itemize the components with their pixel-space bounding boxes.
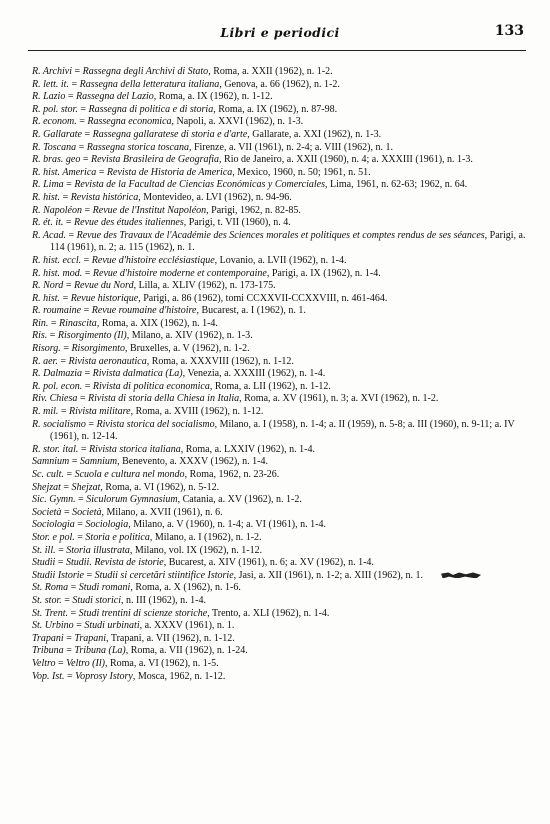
list-item	[32, 671, 538, 684]
entry-title: Rivista militare	[69, 406, 131, 418]
entry-title: Revue historique	[70, 292, 139, 304]
entry-separator: =	[60, 343, 72, 355]
entry-abbreviation: Sc. cult.	[32, 469, 64, 480]
entry-abbreviation: Samnium	[32, 456, 70, 468]
entry-details: , a. XXXV (1961), n. 1.	[139, 620, 235, 632]
entry-title: Storia illustrata	[66, 544, 130, 556]
page-number: 133	[494, 23, 524, 39]
entry-abbreviation: Società	[32, 506, 62, 518]
entry-details: , Parigi, a. IX (1962), n. 1-4.	[266, 267, 381, 279]
list-item	[32, 142, 538, 155]
entry-title: Rinascita	[59, 317, 97, 329]
entry-separator: =	[57, 355, 69, 367]
entry-title: Revue roumaine d'histoire	[91, 305, 197, 317]
entry-details: , Milano, a. I (1958), n. 1-4; a. II (1959), n. 5-8; a. III (1960), n. 9-11; a. IV (1961), n. 12-14.	[50, 418, 515, 443]
list-item	[32, 154, 538, 167]
entry-title: Studii si cercetări stiintifice Istorie	[94, 569, 234, 581]
entry-title: Voprosy Istory	[75, 670, 133, 682]
entry-details: , Lima, 1961, n. 62-63; 1962, n. 64.	[325, 179, 468, 191]
entry-separator: =	[63, 280, 74, 292]
entry-details: , Mosca, 1962, n. 1-12.	[132, 670, 226, 682]
entry-details: , Roma, a. VII (1962), n. 1-24.	[125, 645, 248, 657]
entry-separator: =	[73, 620, 85, 632]
entry-separator: =	[47, 330, 58, 342]
list-item	[32, 343, 538, 356]
list-item	[32, 582, 538, 595]
entry-abbreviation: R. bras. geo	[32, 154, 81, 166]
entry-abbreviation: R. Archivi	[32, 66, 72, 77]
entry-title: Studi urbinati	[84, 620, 140, 632]
entry-details: , Catania, a. XV (1962), n. 1-2.	[177, 494, 302, 506]
list-item	[32, 381, 538, 394]
entry-details: , Milano, vol. IX (1962), n. 1-12.	[129, 544, 263, 556]
entry-abbreviation: R. pol. econ.	[32, 380, 83, 392]
entry-separator: =	[61, 506, 73, 518]
list-item	[32, 519, 538, 532]
list-item	[32, 129, 538, 142]
entry-title: Rivista storica del socialismo	[96, 418, 215, 430]
entry-separator: =	[65, 91, 76, 103]
entry-details: , Firenze, a. VII (1961), n. 2-4; a. VIII (1962), n. 1.	[188, 141, 393, 153]
entry-details: , Trapani, a. VII (1962), n. 1-12.	[106, 632, 235, 644]
entry-abbreviation: Shejzat	[32, 481, 61, 493]
entry-details: , Jasi, a. XII (1961), n. 1-2; a. XIII (1962), n. 1.	[233, 569, 424, 581]
entry-separator: =	[55, 557, 66, 569]
list-item	[32, 192, 538, 205]
list-item	[32, 570, 538, 583]
entry-title: Tribuna (La)	[74, 645, 126, 657]
entry-separator: =	[63, 179, 75, 191]
list-item	[32, 494, 538, 507]
entry-separator: =	[60, 191, 71, 203]
entry-details: , Napoli, a. XXVI (1962), n. 1-3.	[171, 116, 304, 128]
list-item	[32, 608, 538, 621]
entry-separator: =	[77, 393, 89, 405]
entry-abbreviation: R. pol. stor.	[32, 103, 78, 115]
page-header	[30, 22, 530, 44]
entry-details: , Bucarest, a. XIV (1961), n. 6; a. XV (1962), n. 1-4.	[163, 557, 374, 569]
list-item	[32, 318, 538, 331]
entry-title: Samnium	[79, 456, 118, 468]
entry-abbreviation: Risorg.	[32, 343, 61, 355]
entry-title: Rivista di storia della Chiesa in Italia	[88, 393, 240, 405]
entry-title: Revue d'histoire ecclésiastique	[91, 254, 215, 266]
entry-separator: =	[83, 569, 95, 581]
entry-details: , Bruxelles, a. V (1962), n. 1-2.	[124, 343, 250, 355]
list-item	[32, 419, 538, 444]
entry-abbreviation: R. hist. mod.	[32, 267, 83, 279]
entry-abbreviation: R. mil.	[32, 406, 59, 418]
entry-details: , Bucarest, a. I (1962), n. 1.	[196, 305, 306, 317]
list-item	[32, 116, 538, 129]
entry-title: Revue de l'Institut Napoléon	[92, 204, 207, 216]
list-item	[32, 393, 538, 406]
entry-details: , Parigi, a. 86 (1962), tomi CCXXVII-CCXXVIII, n. 461-464.	[138, 292, 388, 304]
list-item	[32, 532, 538, 545]
entry-title: Trapani	[74, 632, 107, 644]
entry-title: Rassegna del Lazio	[75, 91, 154, 103]
entry-separator: =	[74, 531, 86, 543]
entry-separator: =	[74, 519, 86, 531]
entry-title: Risorgimento (Il)	[57, 330, 127, 342]
entry-abbreviation: Riv. Chiesa	[32, 393, 78, 405]
entry-abbreviation: Vop. Ist.	[32, 670, 65, 682]
list-item	[32, 456, 538, 469]
entry-title: Rassegna economica	[87, 116, 172, 128]
list-item	[32, 293, 538, 306]
entry-separator: =	[96, 166, 107, 178]
header-rule	[28, 50, 526, 51]
list-item	[32, 255, 538, 268]
entry-details: , Roma, a. XV (1961), n. 3; a. XVI (1962), n. 1-2.	[239, 393, 439, 405]
list-item	[32, 79, 538, 92]
list-item	[32, 557, 538, 570]
list-item	[32, 268, 538, 281]
entry-abbreviation: R. Nord	[32, 280, 64, 292]
entry-details: , Roma, a. IX (1962), n. 87-98.	[213, 103, 338, 115]
entry-details: , Gallarate, a. XXI (1962), n. 1-3.	[247, 128, 382, 140]
entry-separator: =	[81, 305, 92, 317]
list-item	[32, 280, 538, 293]
entry-abbreviation: Sociologia	[32, 519, 75, 531]
entry-details: , Parigi, 1962, n. 82-85.	[206, 204, 301, 216]
list-item	[32, 167, 538, 180]
entry-details: , Milano, a. V (1960), n. 1-4; a. VI (1961), n. 1-4.	[128, 519, 326, 531]
entry-separator: =	[68, 582, 79, 594]
list-item	[32, 179, 538, 192]
entry-title: Rassegna di politica e di storia	[88, 103, 214, 115]
entry-separator: =	[80, 154, 91, 166]
entry-title: Rassegna gallaratese di storia e d'arte	[92, 128, 248, 140]
entry-separator: =	[63, 217, 75, 229]
entry-abbreviation: R. Acad.	[32, 229, 66, 241]
entry-separator: =	[48, 317, 60, 329]
entry-abbreviation: Rin.	[32, 317, 49, 329]
list-item	[32, 205, 538, 218]
entry-title: Revista de la Facultad de Ciencias Económicas y Comerciales	[74, 179, 325, 191]
entry-separator: =	[82, 204, 93, 216]
entry-details: , Venezia, a. XXXIII (1962), n. 1-4.	[182, 368, 326, 380]
list-item	[32, 330, 538, 343]
entry-title: Studi romani	[78, 582, 131, 594]
entry-abbreviation: Ris.	[32, 330, 48, 342]
list-item	[32, 595, 538, 608]
list-item	[32, 104, 538, 117]
entry-abbreviation: St. Roma	[32, 582, 69, 594]
entry-details: , Mexico, 1960, n. 50; 1961, n. 51.	[232, 166, 371, 178]
entry-title: Revue du Nord	[73, 280, 134, 292]
entry-separator: =	[77, 103, 89, 115]
entry-separator: =	[72, 66, 83, 77]
entry-separator: =	[60, 292, 71, 304]
entry-abbreviation: R. Toscana	[32, 141, 77, 153]
entry-abbreviation: R. lett. it.	[32, 78, 69, 90]
entry-abbreviation: R. stor. ital.	[32, 443, 79, 455]
entry-details: , Roma, a. XXXVIII (1962), n. 1-12.	[146, 355, 294, 367]
entry-title: Rivista aeronautica	[68, 355, 147, 367]
entry-separator: =	[68, 607, 79, 619]
entry-title: Rivista dalmatica (La)	[92, 368, 183, 380]
entry-details: , Roma, a. LII (1962), n. 1-12.	[209, 380, 331, 392]
entry-details: , Lilla, a. XLIV (1962), n. 173-175.	[133, 280, 276, 292]
entry-details: , Roma, a. IX (1962), n. 1-12.	[153, 91, 273, 103]
entry-title: Rassegna della letteratura italiana	[79, 78, 220, 90]
entry-separator: =	[81, 254, 92, 266]
entry-details: , Parigi, t. VII (1960), n. 4.	[183, 217, 291, 229]
entry-abbreviation: R. roumaine	[32, 305, 82, 317]
entry-details: , Parigi, a. 114 (1961), n. 2; a. 115 (1962), n. 1.	[50, 229, 526, 254]
entry-separator: =	[69, 456, 80, 468]
list-item	[32, 620, 538, 633]
entry-separator: =	[64, 670, 76, 682]
entry-details: , Milano, a. XVII (1961), n. 6.	[101, 506, 223, 518]
entry-title: Studi trentini di scienze storiche	[78, 607, 208, 619]
entry-abbreviation: R. socialismo	[32, 418, 86, 430]
entry-abbreviation: R. hist. eccl.	[32, 254, 82, 266]
entry-details: , Roma, a. XVIII (1962), n. 1-12.	[130, 406, 264, 418]
entry-details: , Roma, a. XXII (1962), n. 1-2.	[208, 66, 333, 77]
entry-abbreviation: Trapani	[32, 632, 64, 644]
entry-abbreviation: Stor. e pol.	[32, 531, 75, 543]
entry-details: , n. III (1962), n. 1-4.	[121, 594, 206, 606]
entry-details: , Roma, a. XIX (1962), n. 1-4.	[96, 317, 218, 329]
list-item	[32, 633, 538, 646]
entry-abbreviation: R. Napoléon	[32, 204, 82, 216]
entry-details: , Roma, 1962, n. 23-26.	[184, 469, 280, 480]
entry-abbreviation: R. hist.	[32, 292, 61, 304]
entry-abbreviation: R. ét. it.	[32, 217, 64, 229]
list-item	[32, 482, 538, 495]
entry-abbreviation: St. stor.	[32, 594, 62, 606]
list-item	[32, 66, 538, 79]
entry-abbreviation: R. Dalmazia	[32, 368, 82, 380]
entry-details: , Benevento, a. XXXV (1962), n. 1-4.	[117, 456, 269, 468]
entry-title: Storia e politica	[85, 531, 150, 543]
list-item	[32, 230, 538, 255]
entry-title: Rassegna storica toscana	[86, 141, 189, 153]
list-item	[32, 507, 538, 520]
entry-title: Risorgimento	[71, 343, 125, 355]
entry-abbreviation: R. Gallarate	[32, 128, 82, 140]
entry-title: Rivista di politica economica	[92, 380, 210, 392]
entry-title: Revue des Travaux de l'Académie des Sciences morales et politiques et comptes rendus de ses séances	[76, 229, 485, 241]
entry-abbreviation: R. econom.	[32, 116, 77, 128]
entry-title: Shejzat	[71, 481, 101, 493]
entry-title: Studi storici	[72, 594, 121, 606]
entry-title: Società	[72, 506, 102, 518]
entry-title: Revue d'histoire moderne et contemporaine	[92, 267, 267, 279]
entry-separator: =	[78, 443, 90, 455]
entry-title: Veltro (Il)	[66, 657, 105, 669]
entry-title: Revue des études italiennes	[74, 217, 184, 229]
entry-separator: =	[61, 594, 73, 606]
entry-title: Rassegna degli Archivi di Stato	[82, 66, 209, 77]
entry-title: Revista Brasileira de Geografia	[90, 154, 220, 166]
entry-abbreviation: Sic. Gymn.	[32, 494, 76, 506]
entry-details: , Montevideo, a. LVI (1962), n. 94-96.	[138, 191, 292, 203]
entry-separator: =	[63, 469, 75, 480]
entry-details: , Roma, a. X (1962), n. 1-6.	[130, 582, 241, 594]
entry-abbreviation: St. Trent.	[32, 607, 69, 619]
entry-separator: =	[75, 494, 87, 506]
entry-title: Rivista storica italiana	[89, 443, 181, 455]
entry-details: , Lovanio, a. LVII (1962), n. 1-4.	[214, 254, 347, 266]
entry-abbreviation: Studii	[32, 557, 56, 569]
entry-details: , Roma, a. VI (1962), n. 5-12.	[100, 481, 220, 493]
entry-details: , Roma, a. LXXIV (1962), n. 1-4.	[180, 443, 315, 455]
entry-separator: =	[82, 267, 93, 279]
list-item	[32, 444, 538, 457]
entry-separator: =	[63, 632, 75, 644]
ink-smudge	[441, 572, 481, 578]
entry-separator: =	[60, 481, 72, 493]
list-item	[32, 545, 538, 558]
entry-details: , Rio de Janeiro, a. XXII (1960), n. 4; a. XXXIII (1961), n. 1-3.	[219, 154, 473, 166]
entry-abbreviation: R. Lazio	[32, 91, 66, 103]
periodicals-list	[32, 66, 538, 683]
entry-details: , Milano, a. XIV (1962), n. 1-3.	[126, 330, 253, 342]
entry-abbreviation: R. Lima	[32, 179, 64, 191]
entry-abbreviation: R. aer.	[32, 355, 58, 367]
entry-title: Sociologia	[85, 519, 129, 531]
list-item	[32, 356, 538, 369]
list-item	[32, 305, 538, 318]
entry-separator: =	[55, 544, 67, 556]
entry-details: , Roma, a. VI (1962), n. 1-5.	[104, 657, 219, 669]
entry-title: Studii. Revista de istorie	[65, 557, 164, 569]
entry-abbreviation: Studii Istorie	[32, 569, 84, 581]
list-item	[32, 217, 538, 230]
entry-separator: =	[55, 657, 67, 669]
entry-title: Revista de Historia de America	[106, 166, 233, 178]
list-item	[32, 469, 538, 482]
entry-separator: =	[85, 418, 97, 430]
entry-separator: =	[82, 380, 93, 392]
entry-abbreviation: R. hist.	[32, 191, 61, 203]
entry-separator: =	[82, 128, 93, 140]
entry-separator: =	[82, 368, 93, 380]
list-item	[32, 91, 538, 104]
entry-title: Siculorum Gymnasium	[86, 494, 178, 506]
entry-separator: =	[76, 116, 88, 128]
entry-abbreviation: Tribuna	[32, 645, 64, 657]
entry-separator: =	[68, 78, 80, 90]
entry-title: Revista histórica	[70, 191, 139, 203]
entry-title: Scuola e cultura nel mondo	[74, 469, 185, 480]
entry-abbreviation: St. Urbino	[32, 620, 74, 632]
entry-details: , Genova, a. 66 (1962), n. 1-2.	[219, 78, 340, 90]
list-item	[32, 658, 538, 671]
list-item	[32, 406, 538, 419]
entry-details: , Trento, a. XLI (1962), n. 1-4.	[207, 607, 330, 619]
entry-abbreviation: R. hist. America	[32, 166, 97, 178]
list-item	[32, 368, 538, 381]
entry-abbreviation: Veltro	[32, 657, 56, 669]
entry-abbreviation: St. ill.	[32, 544, 56, 556]
entry-separator: =	[63, 645, 75, 657]
entry-separator: =	[65, 229, 77, 241]
entry-separator: =	[76, 141, 87, 153]
entry-details: , Milano, a. I (1962), n. 1-2.	[149, 531, 262, 543]
entry-separator: =	[58, 406, 70, 418]
running-title: Libri e periodici	[220, 25, 340, 40]
list-item	[32, 645, 538, 658]
